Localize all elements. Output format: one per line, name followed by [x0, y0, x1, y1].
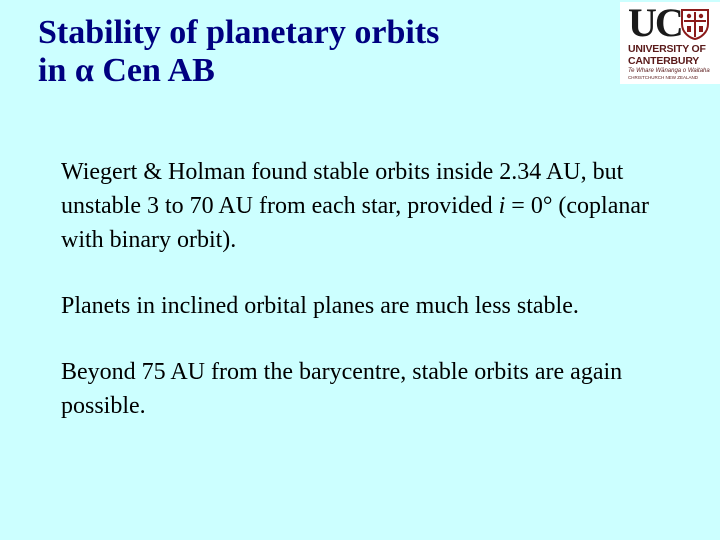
- slide-title-line-1: Stability of planetary orbits: [38, 14, 440, 51]
- slide-title: [38, 14, 439, 90]
- paragraph-1-text-end: = 0° (coplanar with binary orbit).: [61, 193, 650, 253]
- slide-body: [61, 155, 661, 455]
- paragraph-1-text-start: Wiegert & Holman found stable orbits inside 2.34 AU, but unstable 3 to 70 AU from each star, provided: [61, 159, 624, 219]
- paragraph-stable-orbits: [61, 155, 661, 257]
- logo-text-line-4: CHRISTCHURCH NEW ZEALAND: [628, 75, 699, 80]
- logo-mark: UC: [628, 0, 682, 45]
- inclination-symbol: i: [498, 193, 506, 219]
- logo-text-line-3: Te Whare Wānanga o Waitaha: [628, 68, 710, 74]
- paragraph-beyond-barycentre: Beyond 75 AU from the barycentre, stable orbits are again possible.: [61, 359, 623, 419]
- paragraph-inclined-planes: Planets in inclined orbital planes are much less stable.: [61, 293, 579, 319]
- crest-icon: [680, 8, 710, 40]
- logo-text-line-1: UNIVERSITY OF: [628, 43, 706, 55]
- logo-text-line-2: CANTERBURY: [628, 55, 700, 67]
- university-logo: [620, 2, 720, 84]
- slide-title-line-2: in α Cen AB: [38, 52, 215, 89]
